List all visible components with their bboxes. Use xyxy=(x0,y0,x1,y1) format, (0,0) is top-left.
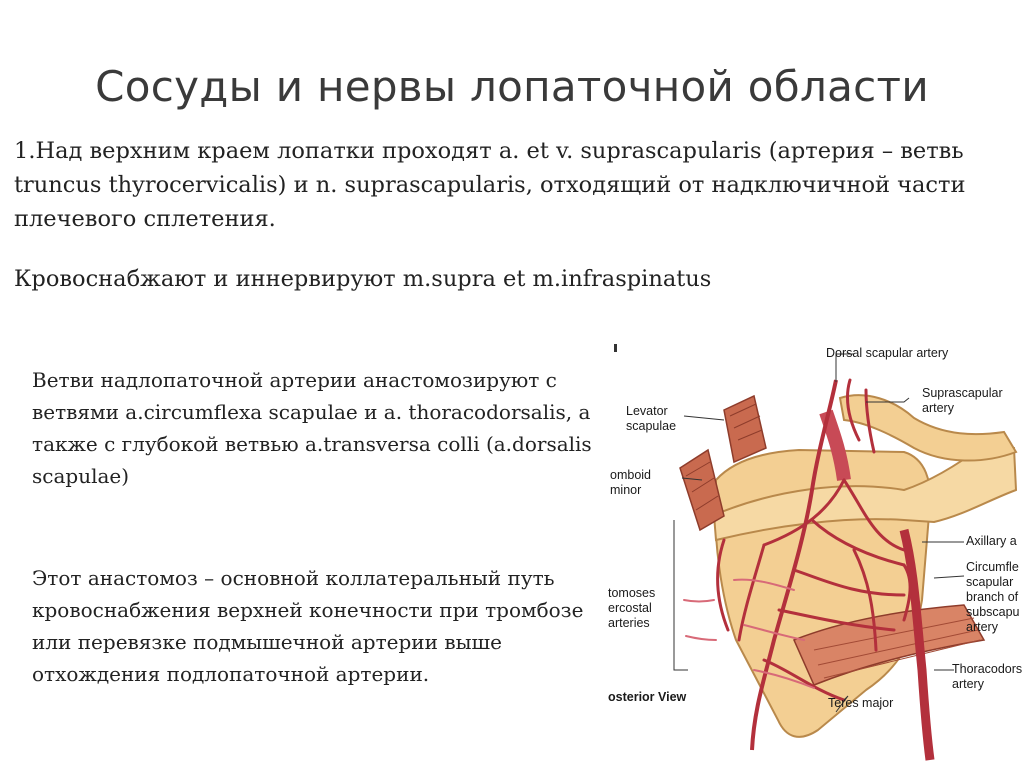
paragraph-anastomoses: Ветви надлопаточной артерии анастомозируют с ветвями a.circumflexa scapulae и a. thoracodorsalis, а также с глубокой ветвью a.transversa colli (a.dorsalis scapulae) xyxy=(32,368,592,488)
label-posterior-view: osterior View xyxy=(608,690,687,704)
label-thoracodorsal-artery: Thoracodors artery xyxy=(952,662,1023,691)
label-suprascapular-artery: Suprascapular artery xyxy=(922,386,1003,415)
paragraph-collateral-path: Этот анастомоз – основной коллатеральный путь кровоснабжения верхней конечности при тромбозе или перевязке подмышечной артерии выше отхождения подлопаточной артерии. xyxy=(32,566,584,686)
label-teres-major: Teres major xyxy=(828,696,894,710)
label-dorsal-scapular-artery: Dorsal scapular artery xyxy=(826,346,949,360)
label-levator-scapulae: Levator scapulae xyxy=(626,404,677,433)
paragraph-blood-supply: Кровоснабжают и иннервируют m.supra et m.infraspinatus xyxy=(14,266,712,292)
levator-scapulae-muscle xyxy=(724,396,766,462)
label-circumflex-scapular-branch: Circumfle scapular branch of subscapu artery xyxy=(966,560,1020,634)
rhomboid-minor-muscle xyxy=(680,450,724,530)
paragraph-suprascapular-vessels: 1.Над верхним краем лопатки проходят a. et v. suprascapularis (артерия – ветвь truncus thyrocervicalis) и n. suprascapularis, отходящий от надключичной части плечевого сплетения. xyxy=(14,138,966,232)
scapular-arteries-illustration xyxy=(604,340,1024,767)
slide-title: Сосуды и нервы лопаточной области xyxy=(95,62,929,111)
label-axillary-artery: Axillary a xyxy=(966,534,1017,548)
label-rhomboid-minor: omboid minor xyxy=(610,468,651,497)
label-intercostal-anastomoses: tomoses ercostal arteries xyxy=(608,586,656,630)
